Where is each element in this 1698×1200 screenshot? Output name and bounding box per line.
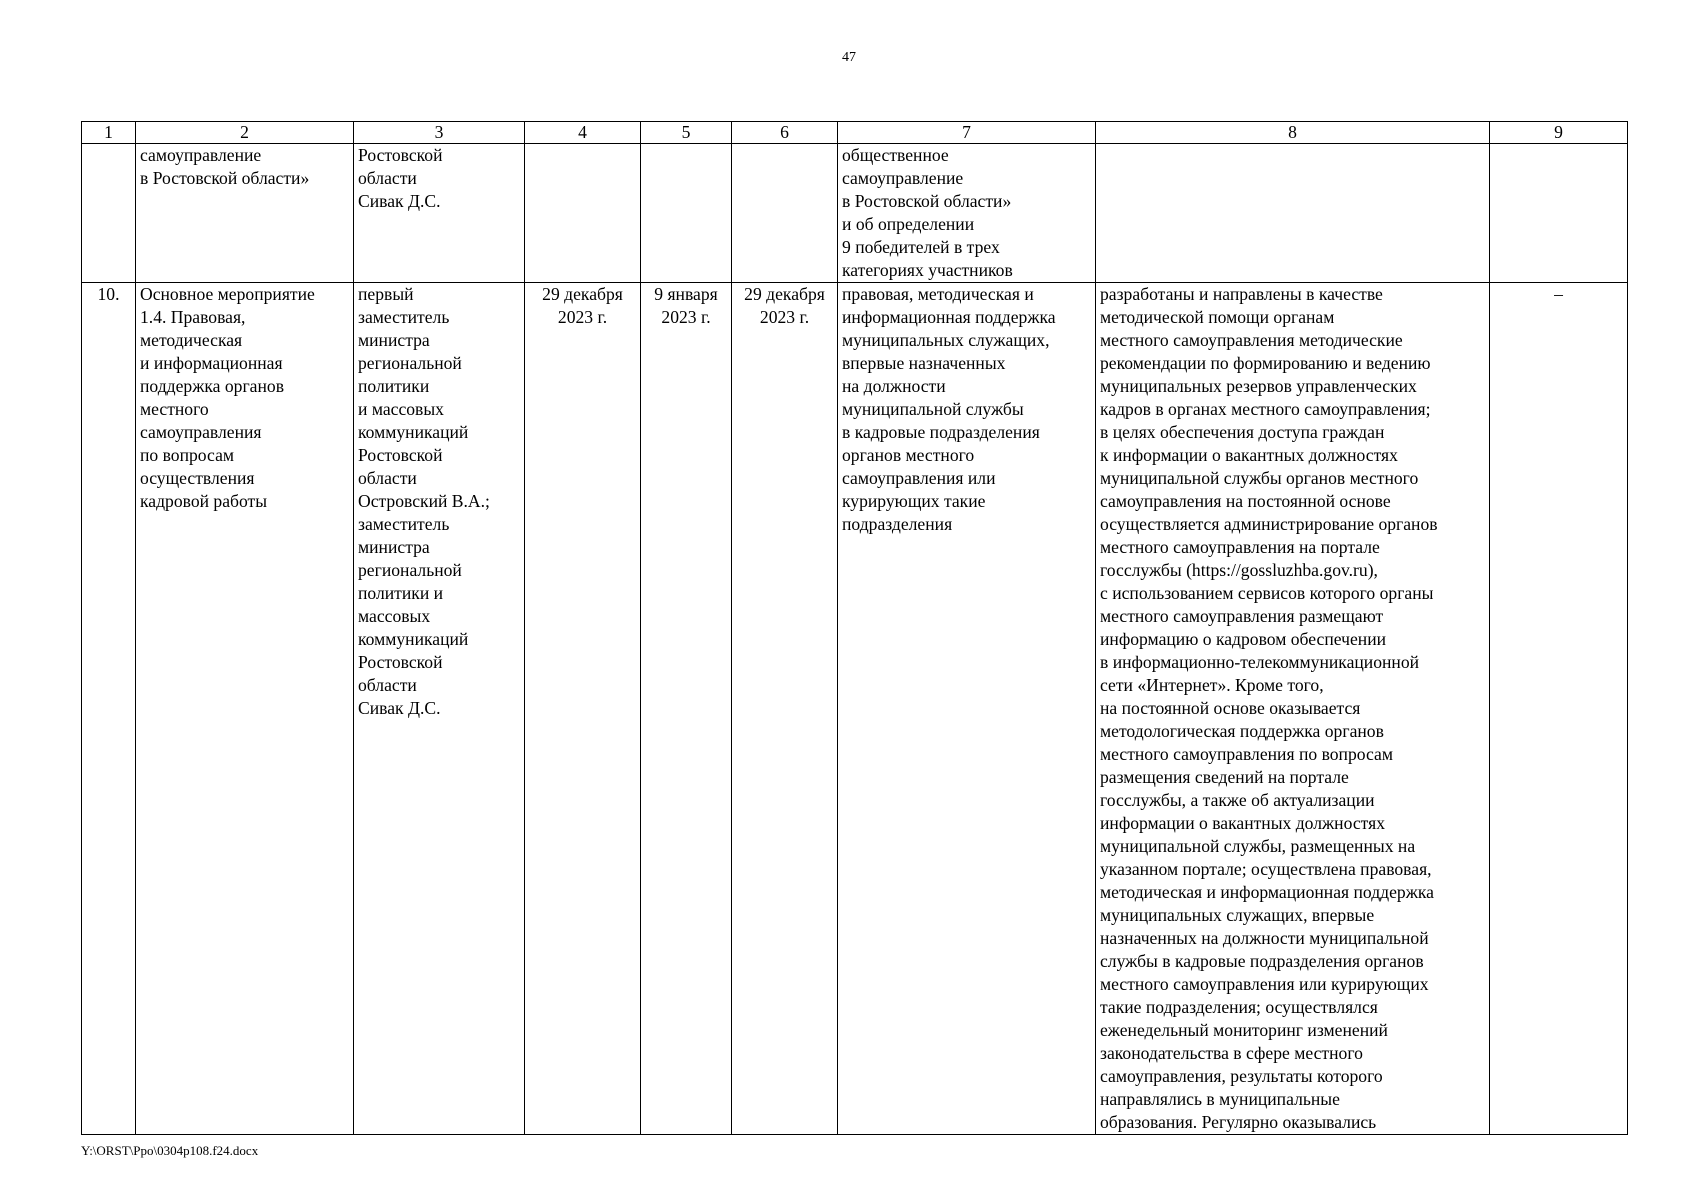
page-number: 47 bbox=[842, 50, 856, 65]
table-cell-end-date bbox=[732, 144, 838, 283]
table-cell-planned-date: 29 декабря 2023 г. bbox=[525, 283, 641, 1135]
table-cell-number: 10. bbox=[82, 283, 136, 1135]
table-cell-start-date bbox=[641, 144, 732, 283]
table-cell-responsible: Ростовской области Сивак Д.С. bbox=[354, 144, 525, 283]
table-cell-planned-date bbox=[525, 144, 641, 283]
column-header-9: 9 bbox=[1490, 122, 1628, 144]
column-header-5: 5 bbox=[641, 122, 732, 144]
column-header-6: 6 bbox=[732, 122, 838, 144]
table-cell-end-date: 29 декабря 2023 г. bbox=[732, 283, 838, 1135]
table-cell-expected-result: правовая, методическая и информационная поддержка муниципальных служащих, впервые назначенных на должности муниципальной службы в кадровые подразделения органов местного самоуправления или курирующих такие подразделения bbox=[838, 283, 1096, 1135]
column-header-8: 8 bbox=[1096, 122, 1490, 144]
column-header-7: 7 bbox=[838, 122, 1096, 144]
table-row-10 bbox=[82, 283, 1628, 1135]
column-header-1: 1 bbox=[82, 122, 136, 144]
column-header-3: 3 bbox=[354, 122, 525, 144]
table-cell-note bbox=[1490, 144, 1628, 283]
table-cell-expected-result: общественное самоуправление в Ростовской области» и об определении 9 победителей в трех категориях участников bbox=[838, 144, 1096, 283]
column-header-4: 4 bbox=[525, 122, 641, 144]
table-row-continued bbox=[82, 144, 1628, 283]
column-number-header-row bbox=[82, 122, 1628, 144]
table-cell-responsible: первый заместитель министра региональной политики и массовых коммуникаций Ростовской области Островский В.А.; заместитель министра региональной политики и массовых коммуникаций Ростовской области Сивак Д.С. bbox=[354, 283, 525, 1135]
column-header-2: 2 bbox=[136, 122, 354, 144]
footer-file-path: Y:\ORST\Ppo\0304p108.f24.docx bbox=[81, 1143, 259, 1158]
table-cell-start-date: 9 января 2023 г. bbox=[641, 283, 732, 1135]
table-cell-event-name: самоуправление в Ростовской области» bbox=[136, 144, 354, 283]
report-table bbox=[81, 121, 1628, 1135]
table-cell-note: – bbox=[1490, 283, 1628, 1135]
table-cell-actual-result bbox=[1096, 144, 1490, 283]
table-cell-event-name: Основное мероприятие 1.4. Правовая, методическая и информационная поддержка органов местного самоуправления по вопросам осуществления кадровой работы bbox=[136, 283, 354, 1135]
table-cell-actual-result: разработаны и направлены в качестве методической помощи органам местного самоуправления методические рекомендации по формированию и ведению муниципальных резервов управленческих кадров в органах местного самоуправления; в целях обеспечения доступа граждан к информации о вакантных должностях муниципальной службы органов местного самоуправления на постоянной основе осуществляется администрирование органов местного самоуправления на портале госслужбы (https://gossluzhba.gov.ru), с использованием сервисов которого органы местного самоуправления размещают информацию о кадровом обеспечении в информационно-телекоммуникационной сети «Интернет». Кроме того, на постоянной основе оказывается методологическая поддержка органов местного самоуправления по вопросам размещения сведений на портале госслужбы, а также об актуализации информации о вакантных должностях муниципальной службы, размещенных на указанном портале; осуществлена правовая, методическая и информационная поддержка муниципальных служащих, впервые назначенных на должности муниципальной службы в кадровые подразделения органов местного самоуправления или курирующих такие подразделения; осуществлялся еженедельный мониторинг изменений законодательства в сфере местного самоуправления, результаты которого направлялись в муниципальные образования. Регулярно оказывались bbox=[1096, 283, 1490, 1135]
table-cell-number bbox=[82, 144, 136, 283]
